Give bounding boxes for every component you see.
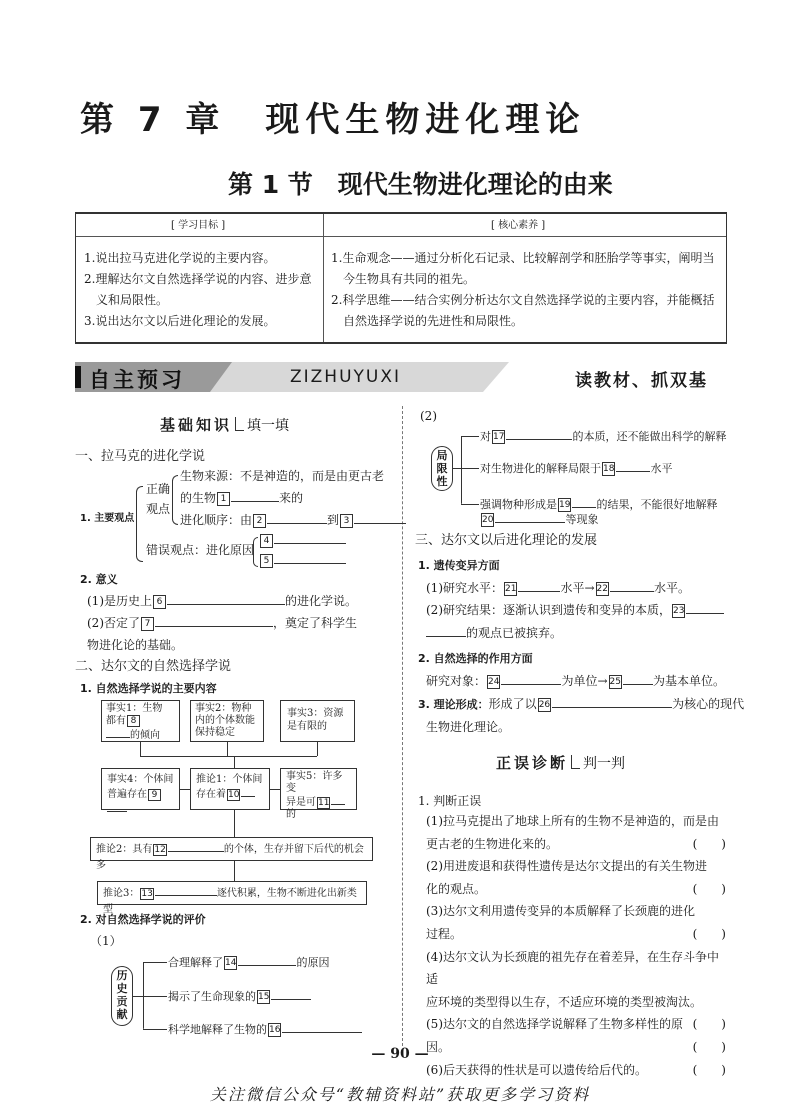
wrong-view-text: 错误观点：进化原因 <box>146 543 255 557</box>
main-content-title: 1. 自然选择学说的主要内容 <box>80 682 217 695</box>
natural-selection-item: 研究对象： 24 为单位→ 25 为基本单位。 <box>426 674 725 688</box>
significance-1: (1)是历史上 6 的进化学说。 <box>87 594 358 608</box>
blank-5: 5 <box>259 550 346 571</box>
limit-item-3: 强调物种形成是 19 的结果，不能很好地解释 <box>480 494 717 515</box>
objectives-right-header: [ 核心素养 ] <box>491 220 546 231</box>
genetic-item-2: (2)研究结果：逐渐认识到遗传和变异的本质， 23 <box>426 600 724 621</box>
limit-item-1: 对 17 的本质，还不能做出科学的解释 <box>480 426 726 447</box>
genetic-title: 1. 遗传变异方面 <box>418 559 500 572</box>
evaluation-part-1: （1） <box>90 934 122 948</box>
lamarck-title: 一、拉马克的进化学说 <box>75 449 206 464</box>
judge-item-3: (3)达尔文利用遗传变异的本质解释了长颈鹿的进化 <box>426 904 695 919</box>
theory-formation-cont: 生物进化理论。 <box>426 720 511 734</box>
limit-item-2: 对生物进化的解释局限于 18 水平 <box>480 458 672 479</box>
judge-heading: 正误诊断 判一判 <box>496 754 626 772</box>
origin-text-2: 的生物 1 来的 <box>180 491 304 505</box>
judge-title: 1. 判断正误 <box>418 794 482 808</box>
objectives-left-header: [ 学习目标 ] <box>171 220 226 231</box>
limit-item-3-cont: 20 等现象 <box>480 509 598 530</box>
judge-item-1: (1)拉马克提出了地球上所有的生物不是神造的，而是由 <box>426 814 720 828</box>
blank-4: 4 <box>259 530 346 551</box>
significance-2: (2)否定了 7 ，奠定了科学生 <box>87 616 358 630</box>
basics-heading: 基础知识 填一填 <box>160 416 290 434</box>
judge-item-1-cont: 更古老的生物进化来的。 ( ) <box>426 833 726 856</box>
section-title: 第 1 节 现代生物进化理论的由来 <box>228 170 613 199</box>
column-divider <box>402 406 403 1046</box>
history-label: 历史贡献 <box>111 966 133 1026</box>
after-darwin-title: 三、达尔文以后进化理论的发展 <box>415 533 598 548</box>
answer-paren-4[interactable]: ( ) <box>692 1017 726 1032</box>
objectives-table <box>75 212 727 344</box>
banner-right: 读教材、抓双基 <box>575 371 708 391</box>
theory-formation: 3. 理论形成：形成了以 26 为核心的现代 <box>418 697 745 711</box>
judge-list <box>426 810 726 1081</box>
order-text: 进化顺序：由 2 到 3 <box>180 510 406 531</box>
objectives-left-list: 1.说出拉马克进化学说的主要内容。 2.理解达尔文自然选择学说的内容、进步意 义和局限性。 3.说出达尔文以后进化理论的发展。 <box>84 251 312 328</box>
natural-selection-title: 2. 自然选择的作用方面 <box>418 652 533 665</box>
history-item-3: 科学地解释了生物的 16 <box>168 1019 362 1040</box>
answer-paren-5[interactable]: ( ) <box>692 1039 726 1054</box>
judge-item-6: (6)后天获得的性状是可以遗传给后代的。 ( ) <box>426 1059 726 1082</box>
judge-item-2: (2)用进废退和获得性遗传是达尔文提出的有关生物进 <box>426 859 708 874</box>
evaluation-part-2: (2) <box>420 409 437 423</box>
fact5-box: 事实5：许多变 异是可 11 的 <box>280 768 357 810</box>
fact1-box: 事实1：生物 都有 8 的倾向 <box>101 700 180 742</box>
significance-title: 2. 意义 <box>80 573 118 586</box>
main-views-label: 1. 主要观点 <box>80 513 135 524</box>
correct-label: 正确 观点 <box>146 482 171 516</box>
inference2-box: 推论2：具有 12 的个体，生存并留下后代的机会多 <box>90 837 373 861</box>
judge-item-4: (4)达尔文认为长颈鹿的祖先存在着差异，在生存斗争中适 <box>426 949 720 987</box>
inference1-box: 推论1：个体间 存在着 10 <box>190 768 270 810</box>
banner-left: 自主预习 <box>89 368 185 392</box>
judge-item-4-cont: 应环境的类型得以生存，不适应环境的类型被淘汰。 ( ) <box>426 991 726 1014</box>
history-item-2: 揭示了生命现象的 15 <box>168 986 311 1007</box>
limit-label: 局限性 <box>431 446 453 491</box>
footer-note: 关注微信公众号“教辅资料站”获取更多学习资料 <box>209 1085 591 1104</box>
objectives-right-list: 1.生命观念——通过分析化石记录、比较解剖学和胚胎学等事实，阐明当 今生物具有共同的祖先。 2.科学思维——结合实例分析达尔文自然选择学说的主要内容，并能概括 自然选择学说的先进性和局限性。 <box>331 251 715 328</box>
genetic-item-2-cont: 的观点已被摈弃。 <box>426 623 562 644</box>
chapter-title: 第 7 章 现代生物进化理论 <box>80 100 586 140</box>
history-item-1: 合理解释了 14 的原因 <box>168 952 329 973</box>
evaluation-title: 2. 对自然选择学说的评价 <box>80 913 206 926</box>
judge-item-2-cont: 化的观点。 ( ) <box>426 878 726 901</box>
answer-paren-3[interactable]: ( ) <box>692 926 726 941</box>
significance-2-cont: 物进化论的基础。 <box>87 638 184 652</box>
genetic-item-1: (1)研究水平： 21 水平→ 22 水平。 <box>426 581 690 595</box>
answer-paren-6[interactable]: ( ) <box>692 1062 726 1077</box>
fact2-box: 事实2：物种内的个体数能保持稳定 <box>190 700 264 742</box>
page-number: — 90 — <box>371 1046 429 1062</box>
banner-middle: ZIZHUYUXI <box>290 367 402 387</box>
judge-item-5: (5)达尔文的自然选择学说解释了生物多样性的原因。 ( ) <box>426 1013 726 1058</box>
answer-paren-2[interactable]: ( ) <box>692 881 726 896</box>
origin-text: 生物来源：不是神造的，而是由更古老 <box>180 469 385 483</box>
inference3-box: 推论3： 13 逐代积累，生物不断进化出新类型 <box>97 881 367 905</box>
judge-item-3-cont: 过程。 ( ) <box>426 923 726 946</box>
answer-paren-1[interactable]: ( ) <box>692 836 726 851</box>
darwin-title: 二、达尔文的自然选择学说 <box>75 659 232 674</box>
fact4-box: 事实4：个体间 普遍存在 9 <box>101 768 180 810</box>
section-banner <box>75 362 725 392</box>
fact3-box: 事实3：资源是有限的 <box>280 700 355 742</box>
